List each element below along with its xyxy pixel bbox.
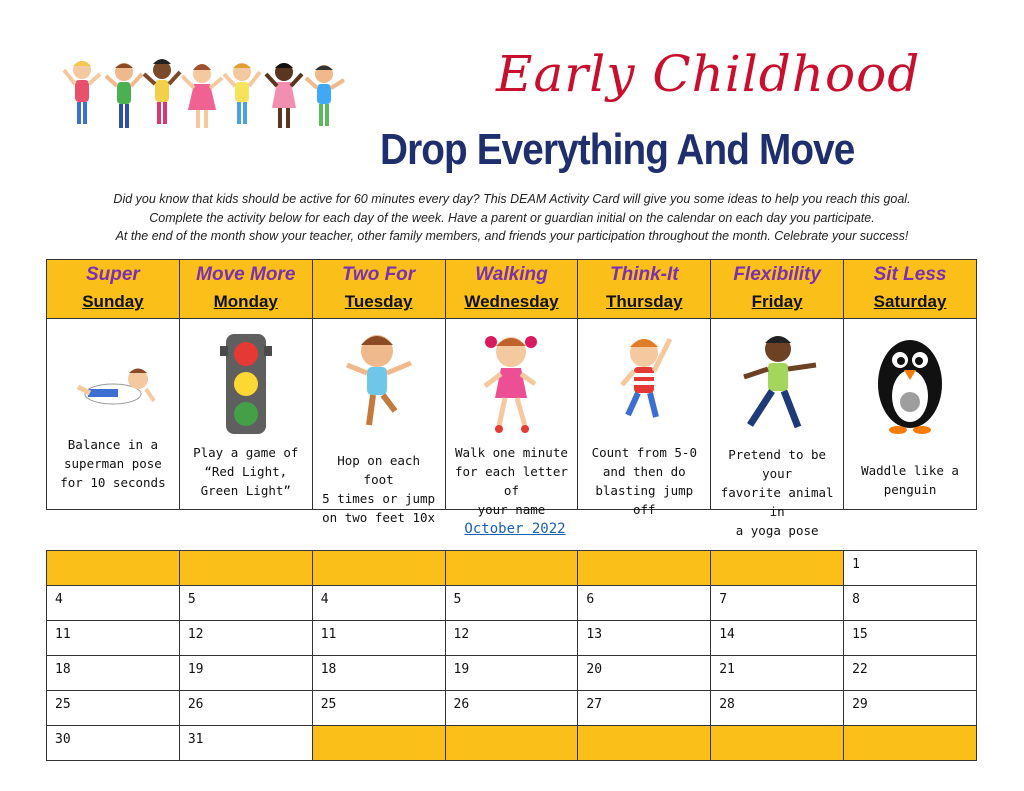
day-label: Wednesday — [464, 292, 559, 311]
calendar-cell[interactable] — [711, 621, 844, 656]
calendar-cell[interactable] — [711, 656, 844, 691]
calendar-cell[interactable] — [711, 586, 844, 621]
category-label: Walking — [475, 264, 548, 285]
calendar-cell[interactable] — [179, 691, 312, 726]
calendar-cell[interactable] — [578, 621, 711, 656]
calendar-cell[interactable] — [445, 691, 578, 726]
activity-text — [717, 445, 837, 540]
activity-text — [319, 451, 439, 527]
day-label: Saturday — [873, 292, 947, 311]
activity-line: blasting jump off — [595, 483, 694, 517]
calendar-cell[interactable] — [312, 621, 445, 656]
activity-text — [850, 461, 970, 499]
activity-text — [452, 443, 572, 519]
kid-figure — [224, 63, 260, 124]
title-drop-everything-and-move: Drop Everything And Move — [380, 125, 855, 174]
calendar-cell[interactable] — [47, 621, 180, 656]
activity-line: Balance in a — [67, 437, 159, 452]
calendar-cell[interactable] — [179, 586, 312, 621]
date-number: 18 — [55, 662, 71, 677]
date-number: 29 — [852, 697, 868, 712]
superman-boy-icon — [68, 349, 158, 419]
date-number: 12 — [453, 627, 470, 642]
activity-line: for each letter of — [455, 464, 568, 498]
activity-line: a yoga pose — [735, 523, 819, 538]
calendar-cell[interactable] — [47, 726, 180, 761]
kid-figure — [266, 63, 302, 128]
header-cell-monday — [179, 260, 312, 319]
activity-line: Pretend to be your — [728, 447, 827, 481]
activity-line: for 10 seconds — [60, 475, 166, 490]
calendar-cell[interactable] — [312, 691, 445, 726]
calendar-cell-empty — [711, 726, 844, 761]
calendar-cell[interactable] — [179, 621, 312, 656]
traffic-light-icon — [218, 332, 274, 436]
category-label: Super — [85, 264, 140, 285]
activity-body-row — [47, 319, 977, 510]
calendar-cell-empty — [578, 726, 711, 761]
date-number: 5 — [187, 592, 196, 607]
jumping-kids-illustration — [62, 52, 357, 144]
walking-girl-icon — [471, 332, 551, 436]
hopping-boy-icon — [339, 329, 419, 439]
activity-cell-wednesday — [445, 319, 578, 517]
activity-line: and then do — [602, 464, 686, 479]
calendar-row — [47, 586, 977, 621]
header-cell-tuesday — [312, 260, 445, 319]
activity-line: favorite animal in — [720, 485, 834, 519]
header-cell-saturday — [844, 260, 977, 319]
date-number: 30 — [55, 732, 71, 747]
activity-line: your name — [477, 502, 546, 517]
activity-line: superman pose — [64, 456, 162, 471]
activity-cell-thursday — [578, 319, 711, 517]
date-number: 19 — [453, 662, 470, 677]
activity-cell-monday — [179, 319, 312, 510]
calendar-cell[interactable] — [844, 586, 977, 621]
yoga-boy-icon — [732, 329, 822, 439]
activity-line: Count from 5-0 — [591, 445, 697, 460]
calendar-cell-empty — [578, 551, 711, 586]
date-number: 18 — [320, 662, 337, 677]
date-number: 7 — [719, 592, 728, 607]
kid-figure — [64, 61, 100, 124]
activity-line: on two feet 10x — [322, 510, 436, 525]
intro-line: Complete the activity below for each day of the week. Have a parent or guardian initial on the calendar on each day you participate. — [149, 210, 875, 225]
calendar-cell-empty — [47, 551, 180, 586]
calendar-cell[interactable] — [844, 621, 977, 656]
date-number: 11 — [320, 627, 337, 642]
category-label: Two For — [342, 264, 416, 285]
calendar-cell-empty — [312, 551, 445, 586]
penguin-icon — [870, 332, 950, 436]
activity-cell-sunday — [47, 319, 180, 510]
calendar-cell[interactable] — [578, 691, 711, 726]
jumping-boy-icon — [604, 329, 684, 439]
calendar-cell-empty — [711, 551, 844, 586]
calendar-row — [47, 551, 977, 586]
activity-line: “Red Light, — [204, 464, 288, 479]
activity-line: 5 times or jump — [322, 491, 436, 506]
date-number: 28 — [719, 697, 735, 712]
calendar-cell[interactable] — [844, 691, 977, 726]
header-cell-thursday — [578, 260, 711, 319]
calendar-cell[interactable] — [445, 656, 578, 691]
activity-line: Hop on each foot — [337, 453, 420, 487]
activity-text — [53, 435, 173, 492]
date-number: 1 — [852, 557, 860, 572]
calendar-cell[interactable] — [578, 656, 711, 691]
calendar-cell[interactable] — [47, 586, 180, 621]
activity-text — [584, 443, 704, 519]
header-cell-sunday — [47, 260, 180, 319]
date-number: 11 — [55, 627, 71, 642]
activity-header-row — [47, 260, 977, 319]
calendar-cell-empty — [445, 551, 578, 586]
date-number: 8 — [852, 592, 860, 607]
activity-text — [186, 443, 306, 500]
category-label: Think-It — [609, 264, 679, 285]
calendar-cell[interactable] — [47, 656, 180, 691]
kid-figure — [144, 59, 180, 124]
date-number: 25 — [55, 697, 71, 712]
date-number: 31 — [187, 732, 204, 747]
calendar-cell-empty — [844, 726, 977, 761]
date-number: 26 — [187, 697, 204, 712]
date-number: 25 — [320, 697, 337, 712]
month-label-link[interactable]: October 2022 — [464, 521, 566, 537]
activity-line: Waddle like a — [861, 463, 959, 478]
calendar-row — [47, 656, 977, 691]
calendar-table — [46, 550, 977, 761]
intro-line: Did you know that kids should be active for 60 minutes every day? This DEAM Activity Card will give you some ideas to help you reach this goal. — [113, 192, 911, 206]
intro-text — [40, 190, 984, 246]
activity-line: penguin — [883, 482, 937, 497]
calendar-cell[interactable] — [445, 621, 578, 656]
date-number: 5 — [453, 592, 462, 607]
activity-line: Walk one minute — [455, 445, 568, 460]
date-number: 6 — [586, 592, 595, 607]
calendar-cell-empty — [445, 726, 578, 761]
day-label: Thursday — [606, 292, 683, 311]
calendar-cell[interactable] — [578, 586, 711, 621]
calendar-cell[interactable] — [47, 691, 180, 726]
date-number: 20 — [586, 662, 603, 677]
date-number: 15 — [852, 627, 868, 642]
date-number: 19 — [187, 662, 204, 677]
date-number: 4 — [320, 592, 329, 607]
activity-cell-saturday — [844, 319, 977, 510]
kid-figure — [306, 65, 344, 126]
day-label: Tuesday — [344, 292, 413, 311]
header-cell-friday — [711, 260, 844, 319]
header-cell-wednesday — [445, 260, 578, 319]
calendar-row — [47, 726, 977, 761]
intro-line: At the end of the month show your teacher, other family members, and friends your participation throughout the month. Celebrate your success! — [115, 229, 909, 243]
activity-line: Play a game of — [193, 445, 299, 460]
day-label: Monday — [213, 292, 278, 311]
calendar-cell[interactable] — [445, 586, 578, 621]
date-number: 22 — [852, 662, 868, 677]
category-label: Move More — [196, 264, 296, 285]
calendar-cell[interactable] — [844, 656, 977, 691]
date-number: 4 — [55, 592, 63, 607]
day-label: Sunday — [82, 292, 144, 311]
date-number: 27 — [586, 697, 603, 712]
calendar-cell[interactable] — [844, 551, 977, 586]
calendar-cell[interactable] — [312, 656, 445, 691]
category-label: Sit Less — [873, 264, 947, 285]
day-label: Friday — [751, 292, 803, 311]
date-number: 14 — [719, 627, 735, 642]
activity-line: Green Light” — [200, 483, 291, 498]
title-early-childhood: Early Childhood — [496, 45, 921, 103]
kid-figure — [106, 63, 142, 128]
calendar-row — [47, 621, 977, 656]
category-label: Flexibility — [733, 264, 821, 285]
calendar-cell-empty — [179, 551, 312, 586]
kid-figure — [182, 64, 222, 128]
calendar-row — [47, 691, 977, 726]
date-number: 13 — [586, 627, 603, 642]
date-number: 12 — [187, 627, 204, 642]
calendar-cell[interactable] — [312, 586, 445, 621]
calendar-cell[interactable] — [179, 656, 312, 691]
activity-cell-tuesday — [312, 319, 445, 525]
calendar-cell-empty — [312, 726, 445, 761]
calendar-cell[interactable] — [179, 726, 312, 761]
date-number: 26 — [453, 697, 470, 712]
activity-cell-friday — [711, 319, 844, 538]
date-number: 21 — [719, 662, 735, 677]
calendar-cell[interactable] — [711, 691, 844, 726]
